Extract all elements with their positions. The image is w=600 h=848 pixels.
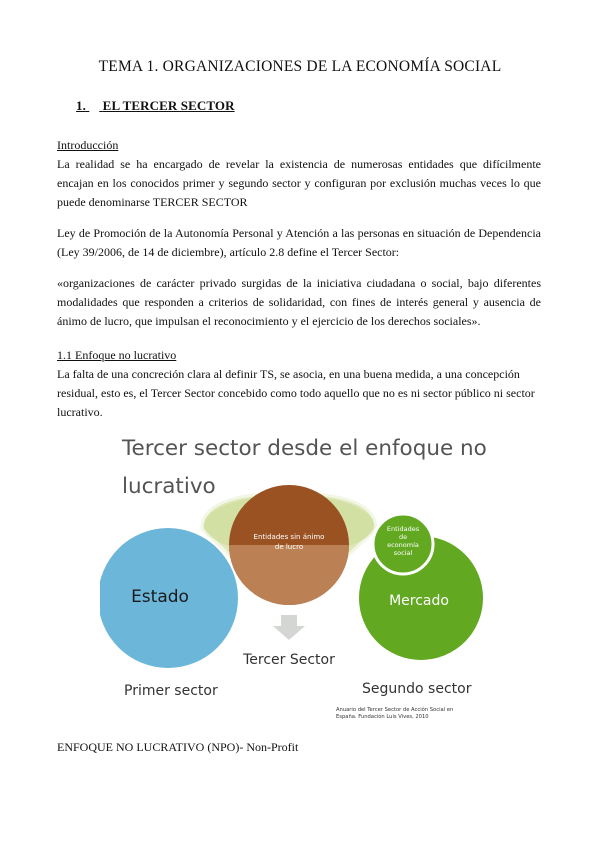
third-sector-diagram [100, 415, 500, 725]
entidades-lower-half [229, 545, 349, 605]
diagram-title-line1: Tercer sector desde el enfoque no [122, 436, 487, 461]
estado-label: Estado [131, 587, 189, 607]
section-heading [76, 98, 235, 114]
source-line1: Anuario del Tercer Sector de Acción Social en [336, 707, 454, 713]
intro-heading: Introducción [57, 138, 119, 152]
economia-label-line1: Entidades [386, 525, 420, 533]
economia-label-line2: de [398, 533, 408, 541]
subsection-heading: 1.1 Enfoque no lucrativo [57, 348, 177, 362]
entidades-label-line2: de lucro [274, 543, 304, 551]
section-number: 1. [76, 98, 86, 113]
quote-paragraph: «organizaciones de carácter privado surgidas de la iniciativa ciudadana o social, bajo diferentes modalidades que responden a criterios de solidaridad, con fines de interés general y ausencia de ánimo de lucro, que impulsan el reconocimiento y el ejercicio de los derechos sociales». [57, 276, 541, 328]
intro-block [57, 136, 541, 212]
npo-caption: ENFOQUE NO LUCRATIVO (NPO)- Non-Profit [57, 740, 299, 754]
intro-paragraph: La realidad se ha encargado de revelar la existencia de numerosas entidades que difícilmente encajan en los conocidos primer y segundo sector y configuran por exclusión muchas veces lo que puede denominarse TERCER SECTOR [57, 157, 541, 209]
economia-label-line3: economía [387, 541, 419, 549]
subsection-paragraph: La falta de una concreción clara al definir TS, se asocia, en una buena medida, a una concepción residual, esto es, el Tercer Sector concebido como todo aquello que no es ni sector público ni sector lucrativo. [57, 367, 535, 419]
section-label: EL TERCER SECTOR [102, 98, 235, 113]
tercer-sector-label: Tercer Sector [243, 652, 335, 668]
subsection-block [57, 346, 541, 422]
arrow-down-icon [273, 615, 305, 640]
economia-label-line4: social [393, 549, 413, 557]
source-line2: España. Fundación Luis Vives, 2010 [336, 714, 429, 720]
entidades-label-line1: Entidades sin ánimo [253, 533, 325, 541]
primer-sector-label: Primer sector [124, 683, 218, 699]
segundo-sector-label: Segundo sector [362, 681, 472, 697]
diagram-title-line2: lucrativo [122, 474, 216, 499]
mercado-label: Mercado [389, 593, 449, 609]
law-paragraph: Ley de Promoción de la Autonomía Personal y Atención a las personas en situación de Dependencia (Ley 39/2006, de 14 de diciembre), artículo 2.8 define el Tercer Sector: [57, 226, 541, 259]
page-title: TEMA 1. ORGANIZACIONES DE LA ECONOMÍA SOCIAL [98, 58, 502, 75]
